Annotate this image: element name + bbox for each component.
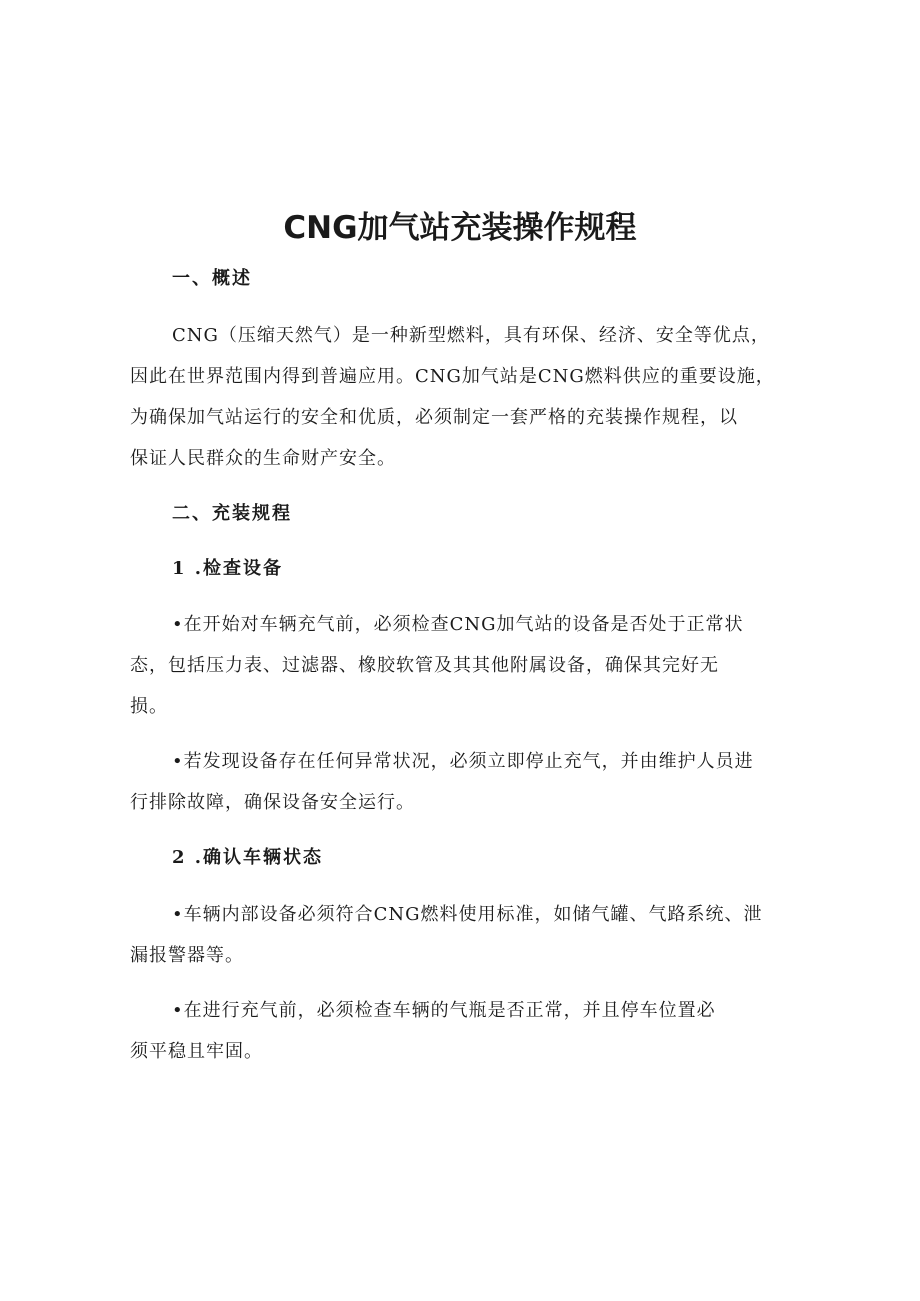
section-heading-overview: 一、概述 (172, 268, 252, 289)
bullet-paragraph (130, 990, 780, 1072)
document-title: CNG加气站充装操作规程 (283, 210, 637, 246)
paragraph-line: •若发现设备存在任何异常状况，必须立即停止充气，并由维护人员进 (172, 751, 754, 772)
paragraph-line: 因此在世界范围内得到普遍应用。CNG加气站是CNG燃料供应的重要设施， (130, 366, 775, 387)
bullet-paragraph (130, 604, 780, 727)
bullet-paragraph (130, 894, 780, 976)
subsection-heading-check-equipment: 1 .检查设备 (172, 558, 284, 579)
paragraph-line: •在进行充气前，必须检查车辆的气瓶是否正常，并且停车位置必 (172, 1000, 716, 1021)
subsection-heading-confirm-vehicle: 2 .确认车辆状态 (172, 847, 324, 868)
paragraph-line: 保证人民群众的生命财产安全。 (130, 448, 396, 469)
paragraph-line: 态，包括压力表、过滤器、橡胶软管及其其他附属设备，确保其完好无 (130, 655, 719, 676)
paragraph-line: 损。 (130, 696, 168, 717)
section-heading-filling-rules: 二、充装规程 (172, 503, 292, 524)
paragraph-line: 须平稳且牢固。 (130, 1041, 263, 1062)
paragraph-line: •在开始对车辆充气前，必须检查CNG加气站的设备是否处于正常状 (172, 614, 744, 635)
paragraph-line: 为确保加气站运行的安全和优质，必须制定一套严格的充装操作规程，以 (130, 407, 738, 428)
paragraph-line: 行排除故障，确保设备安全运行。 (130, 792, 415, 813)
paragraph-line: CNG（压缩天然气）是一种新型燃料，具有环保、经济、安全等优点， (172, 325, 770, 346)
paragraph-line: •车辆内部设备必须符合CNG燃料使用标准，如储气罐、气路系统、泄 (172, 904, 763, 925)
overview-paragraph (130, 315, 780, 479)
bullet-paragraph (130, 741, 780, 823)
paragraph-line: 漏报警器等。 (130, 945, 244, 966)
